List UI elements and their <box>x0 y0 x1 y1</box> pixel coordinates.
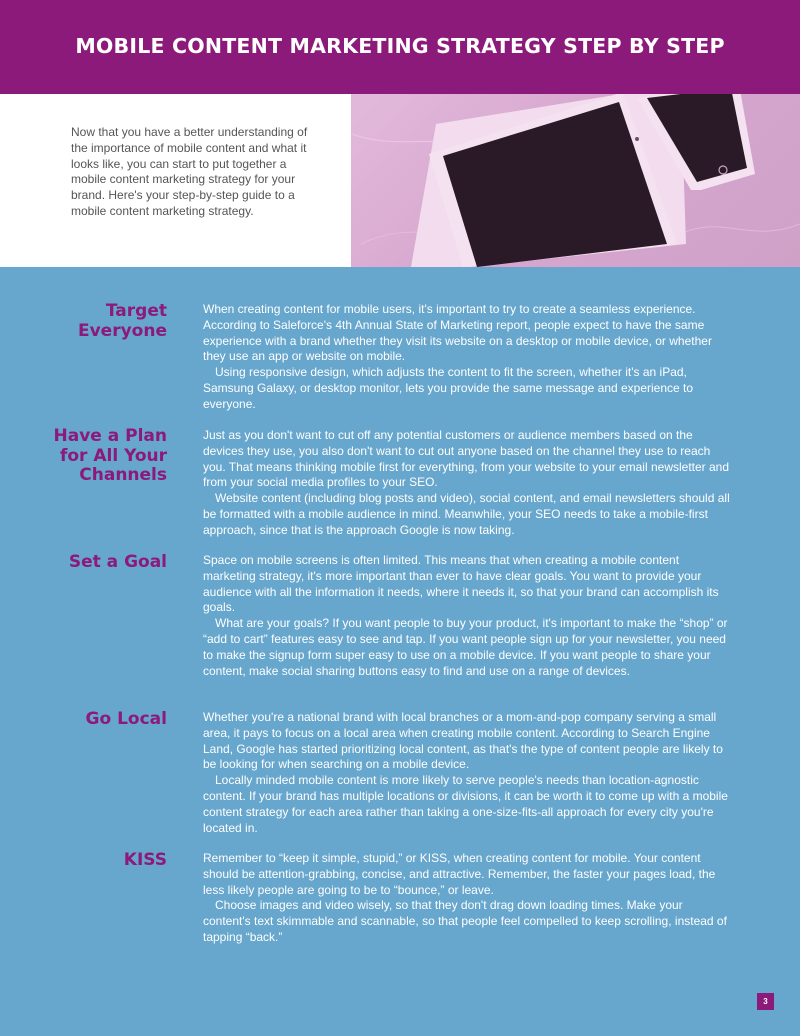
section-heading: Set a Goal <box>68 552 167 572</box>
paragraph: Remember to “keep it simple, stupid,” or KISS, when creating content for mobile. Your content should be attention-grabbing, concise, and attractive. Remember, the faster your pages load, the less likely people are going to be to “bounce,” or leave. <box>203 851 716 897</box>
section-heading: Go Local <box>85 709 167 729</box>
paragraph: Whether you're a national brand with local branches or a mom-and-pop company serving a small area, it pays to focus on a local area when creating mobile content. According to Search Engine Land, Google has started prioritizing local content, as that's the type of content people are likely to be looking for when searching on a mobile device. <box>203 710 723 772</box>
paragraph: Using responsive design, which adjusts the content to fit the screen, whether it's an iPad, Samsung Galaxy, or desktop monitor, lets you provide the same message and experience to everyone. <box>203 365 694 411</box>
paragraph: Choose images and video wisely, so that they don't drag down loading times. Make your content's text skimmable and scannable, so that people feel compelled to keep scrolling, instead of tapping “back.” <box>203 898 727 944</box>
intro-block <box>0 94 351 267</box>
page-header <box>0 0 800 94</box>
page-number: 3 <box>757 993 774 1010</box>
paragraph: What are your goals? If you want people to buy your product, it's important to make the “shop” or “add to cart” features easy to see and tap. If you want people sign up for your newsletter, you need to make the signup form super easy to use on a mobile device. If you want people to share your content, make social sharing buttons easy to find and use on a range of devices. <box>203 616 728 678</box>
section-body <box>203 851 732 946</box>
paragraph: Locally minded mobile content is more likely to serve people's needs than location-agnostic content. If your brand has multiple locations or divisions, it can be worth it to come up with a mobile content strategy for each area rather than taking a one-size-fits-all approach for every city you're located in. <box>203 773 728 835</box>
devices-illustration <box>351 94 800 267</box>
tablet-graphic <box>411 94 686 267</box>
section-body <box>203 710 732 836</box>
paragraph: Space on mobile screens is often limited. This means that when creating a mobile content marketing strategy, it's more important than ever to have clear goals. You want to provide your audience with all the information it needs, where it needs it, so that your brand can accomplish its goals. <box>203 553 719 615</box>
paragraph: When creating content for mobile users, it's important to try to create a seamless experience. According to Saleforce's 4th Annual State of Marketing report, people expect to have the same experience with a brand whether they visit its website on a desktop or mobile device, or whether they use an app or website on mobile. <box>203 302 712 364</box>
section-heading: Target Everyone <box>77 301 167 341</box>
intro-text: Now that you have a better understanding of the importance of mobile content and what it looks like, you can start to put together a mobile content marketing strategy for your brand. Here's your step-by-step guide to a mobile content marketing strategy. <box>71 125 308 218</box>
paragraph: Just as you don't want to cut off any potential customers or audience members based on the devices they use, you also don't want to cut out anyone based on the channel they use to reach you. That means thinking mobile first for everything, from your website to your email newsletter and from your social media profiles to your SEO. <box>203 428 730 490</box>
devices-photo <box>351 94 800 267</box>
paragraph: Website content (including blog posts and video), social content, and email newsletters should all be formatted with a mobile audience in mind. Meanwhile, your SEO needs to take a mobile-first approach, since that is the approach Google is now taking. <box>203 491 730 537</box>
section-body <box>203 553 732 679</box>
section-body <box>203 428 732 539</box>
section-heading: KISS <box>123 850 167 870</box>
section-heading: Have a Plan for All Your Channels <box>53 426 167 485</box>
section-body <box>203 302 732 413</box>
page-title: MOBILE CONTENT MARKETING STRATEGY STEP BY STEP <box>75 34 725 58</box>
